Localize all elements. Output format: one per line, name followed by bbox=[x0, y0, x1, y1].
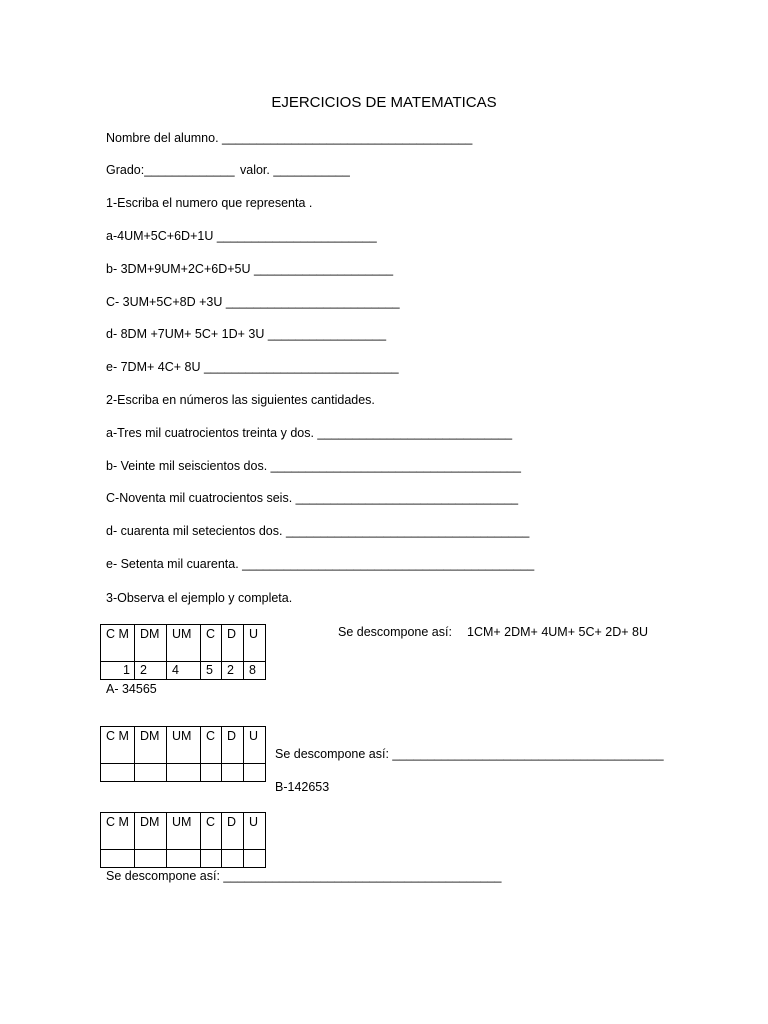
section1-item-a[interactable]: a-4UM+5C+6D+1U _______________________ bbox=[106, 229, 377, 243]
section2-item-d[interactable]: d- cuarenta mil setecientos dos. ___________________________________ bbox=[106, 524, 530, 538]
section2-item-c[interactable]: C-Noventa mil cuatrocientos seis. ________________________________ bbox=[106, 491, 519, 505]
header-cm: C M bbox=[101, 813, 135, 850]
answer-cell[interactable] bbox=[167, 764, 201, 782]
exercise-b-label: B-142653 bbox=[275, 780, 330, 794]
answer-cell[interactable] bbox=[101, 764, 135, 782]
section3-heading: 3-Observa el ejemplo y completa. bbox=[106, 591, 293, 605]
answer-cell[interactable] bbox=[201, 850, 222, 868]
student-name-field[interactable]: Nombre del alumno. ____________________________________ bbox=[106, 131, 473, 145]
example-decompose-result: 1CM+ 2DM+ 4UM+ 5C+ 2D+ 8U bbox=[467, 625, 648, 639]
header-c: C bbox=[201, 813, 222, 850]
section1-item-c[interactable]: C- 3UM+5C+8D +3U _________________________ bbox=[106, 295, 400, 309]
example-place-value-table bbox=[100, 624, 266, 680]
exercise-b-decompose[interactable]: Se descompone así: ________________________________________ bbox=[106, 869, 502, 883]
section1-item-e[interactable]: e- 7DM+ 4C+ 8U ____________________________ bbox=[106, 360, 399, 374]
answer-cell[interactable] bbox=[244, 850, 266, 868]
answer-cell[interactable] bbox=[101, 850, 135, 868]
section1-item-d[interactable]: d- 8DM +7UM+ 5C+ 1D+ 3U _________________ bbox=[106, 327, 387, 341]
section2-item-e[interactable]: e- Setenta mil cuarenta. __________________________________________ bbox=[106, 557, 535, 571]
header-u: U bbox=[244, 625, 266, 662]
answer-cell[interactable] bbox=[222, 850, 244, 868]
value-field[interactable]: valor. ___________ bbox=[240, 163, 350, 177]
page-title: EJERCICIOS DE MATEMATICAS bbox=[271, 94, 497, 111]
answer-cell[interactable] bbox=[167, 850, 201, 868]
header-dm: DM bbox=[135, 727, 167, 764]
header-cm: C M bbox=[101, 727, 135, 764]
section1-heading: 1-Escriba el numero que representa . bbox=[106, 196, 313, 210]
value-u: 8 bbox=[244, 662, 266, 680]
header-c: C bbox=[201, 727, 222, 764]
exercise-a-decompose[interactable]: Se descompone así: _______________________________________ bbox=[275, 747, 664, 761]
section2-item-a[interactable]: a-Tres mil cuatrocientos treinta y dos. ____________________________ bbox=[106, 426, 513, 440]
answer-cell[interactable] bbox=[135, 764, 167, 782]
value-dm: 2 bbox=[135, 662, 167, 680]
header-d: D bbox=[222, 625, 244, 662]
example-decompose-label: Se descompone así: bbox=[338, 625, 452, 639]
header-dm: DM bbox=[135, 813, 167, 850]
exercise-a-label: A- 34565 bbox=[106, 682, 157, 696]
header-u: U bbox=[244, 813, 266, 850]
value-c: 5 bbox=[201, 662, 222, 680]
value-d: 2 bbox=[222, 662, 244, 680]
section1-item-b[interactable]: b- 3DM+9UM+2C+6D+5U ____________________ bbox=[106, 262, 394, 276]
header-d: D bbox=[222, 727, 244, 764]
header-dm: DM bbox=[135, 625, 167, 662]
value-um: 4 bbox=[167, 662, 201, 680]
header-c: C bbox=[201, 625, 222, 662]
answer-cell[interactable] bbox=[244, 764, 266, 782]
header-um: UM bbox=[167, 625, 201, 662]
section2-item-b[interactable]: b- Veinte mil seiscientos dos. ____________________________________ bbox=[106, 459, 521, 473]
header-d: D bbox=[222, 813, 244, 850]
exercise-a-table[interactable] bbox=[100, 726, 266, 782]
value-cm: 1 bbox=[101, 662, 135, 680]
grade-field[interactable]: Grado:_____________ bbox=[106, 163, 235, 177]
answer-cell[interactable] bbox=[201, 764, 222, 782]
exercise-b-table[interactable] bbox=[100, 812, 266, 868]
header-um: UM bbox=[167, 813, 201, 850]
header-u: U bbox=[244, 727, 266, 764]
header-cm: C M bbox=[101, 625, 135, 662]
section2-heading: 2-Escriba en números las siguientes cantidades. bbox=[106, 393, 375, 407]
answer-cell[interactable] bbox=[135, 850, 167, 868]
header-um: UM bbox=[167, 727, 201, 764]
answer-cell[interactable] bbox=[222, 764, 244, 782]
